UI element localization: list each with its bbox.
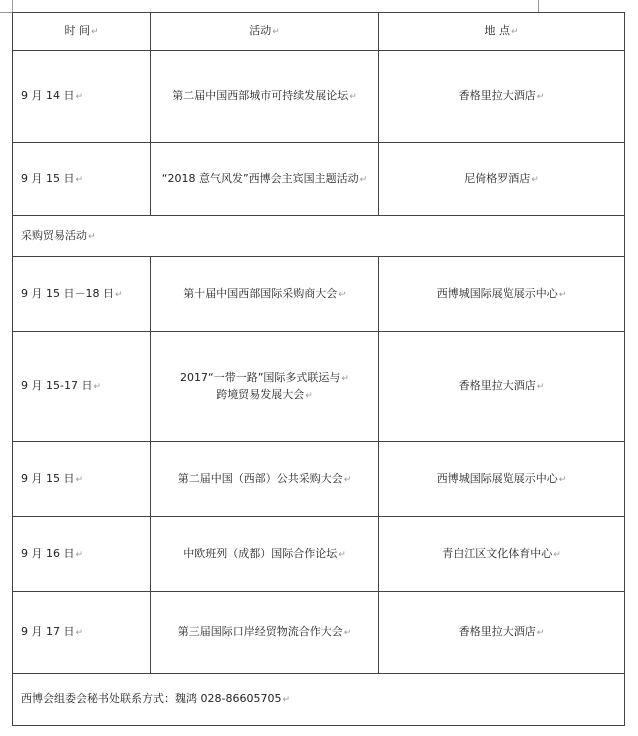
cell-activity: 2017“一带一路”国际多式联运与↵ 跨境贸易发展大会↵ (151, 332, 379, 442)
cell-place: 香格里拉大酒店↵ (379, 332, 625, 442)
footer-row (13, 674, 625, 726)
cell-time: 9 月 15 日－18 日↵ (13, 257, 151, 332)
schedule-table (12, 12, 625, 726)
cell-activity: 第二届中国西部城市可持续发展论坛↵ (151, 51, 379, 143)
cell-place: 尼倚格罗酒店↵ (379, 143, 625, 216)
cell-activity: 第二届中国（西部）公共采购大会↵ (151, 442, 379, 517)
table-row (13, 257, 625, 332)
cell-place: 香格里拉大酒店↵ (379, 592, 625, 674)
cell-time: 9 月 15 日↵ (13, 442, 151, 517)
cell-place: 西博城国际展览展示中心↵ (379, 442, 625, 517)
cell-place: 青白江区文化体育中心↵ (379, 517, 625, 592)
table-row (13, 143, 625, 216)
header-place: 地 点↵ (379, 13, 625, 51)
cell-time: 9 月 15-17 日↵ (13, 332, 151, 442)
cell-activity: 第三届国际口岸经贸物流合作大会↵ (151, 592, 379, 674)
cell-place: 香格里拉大酒店↵ (379, 51, 625, 143)
header-activity: 活动↵ (151, 13, 379, 51)
cell-activity: 第十届中国西部国际采购商大会↩ (151, 257, 379, 332)
table-row (13, 442, 625, 517)
cell-time: 9 月 15 日↵ (13, 143, 151, 216)
cell-activity: “2018 意气风发”西博会主宾国主题活动↵ (151, 143, 379, 216)
contact-info: 西博会组委会秘书处联系方式：魏鸿 028-86605705↵ (13, 674, 625, 726)
crop-mark (538, 0, 539, 12)
crop-mark (0, 12, 12, 13)
cell-time: 9 月 14 日↵ (13, 51, 151, 143)
header-row (13, 13, 625, 51)
crop-mark (12, 0, 13, 12)
cell-time: 9 月 17 日↵ (13, 592, 151, 674)
table-row (13, 517, 625, 592)
table-row (13, 51, 625, 143)
section-label: 采购贸易活动↵ (13, 216, 625, 257)
table-row (13, 592, 625, 674)
cell-activity: 中欧班列（成都）国际合作论坛↵ (151, 517, 379, 592)
header-time: 时 间↵ (13, 13, 151, 51)
cell-place: 西博城国际展览展示中心↵ (379, 257, 625, 332)
section-row (13, 216, 625, 257)
table-row (13, 332, 625, 442)
cell-time: 9 月 16 日↵ (13, 517, 151, 592)
